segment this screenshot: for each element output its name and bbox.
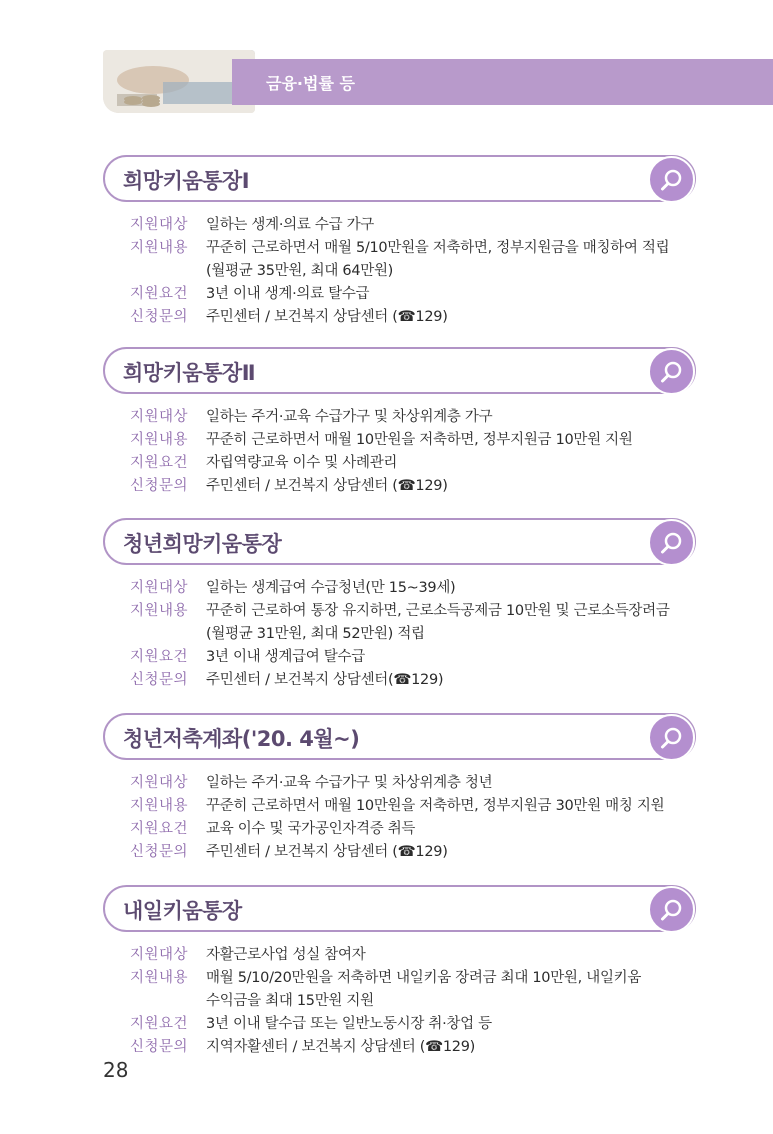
section-title: 희망키움통장Ⅰ [123,169,250,193]
search-button[interactable] [648,156,695,203]
category-header-band [232,59,773,105]
section-title: 희망키움통장Ⅱ [123,361,256,385]
info-row-target: 지원대상 자활근로사업 성실 참여자 [130,947,366,963]
info-row-requirement: 지원요건 3년 이내 탈수급 또는 일반노동시장 취·창업 등 [130,1016,492,1032]
category-label: 금융·법률 등 [266,74,355,93]
info-row-content: 지원내용 꾸준히 근로하면서 매월 10만원을 저축하면, 정부지원금 10만원 지원 [130,432,633,448]
info-row-requirement: 지원요건 자립역량교육 이수 및 사례관리 [130,455,398,471]
search-icon [660,531,684,555]
info-row-content: 지원내용 꾸준히 근로하면서 매월 10만원을 저축하면, 정부지원금 30만원 매칭 지원 [130,798,665,814]
info-row-requirement: 지원요건 3년 이내 생계급여 탈수급 [130,649,365,665]
info-row-content: 지원내용 꾸준히 근로하면서 매월 5/10만원을 저축하면, 정부지원금을 매칭하여 적립 (월평균 35만원, 최대 64만원) [130,240,670,279]
search-button[interactable] [648,886,695,933]
section-title-bar [103,885,696,932]
section-title-bar [103,347,696,394]
search-icon [660,168,684,192]
info-row-inquiry: 신청문의 주민센터 / 보건복지 상담센터 (☎129) [130,844,448,860]
section-hope-savings-2 [103,347,696,498]
info-row-target: 지원대상 일하는 주거·교육 수급가구 및 차상위계층 청년 [130,775,493,791]
search-icon [660,360,684,384]
search-icon [660,726,684,750]
info-row-inquiry: 신청문의 지역자활센터 / 보건복지 상담센터 (☎129) [130,1039,475,1055]
search-icon [660,898,684,922]
section-hope-savings-1 [103,155,696,329]
info-row-content: 지원내용 매월 5/10/20만원을 저축하면 내일키움 장려금 최대 10만원, 내일키움 수익금을 최대 15만원 지원 [130,970,642,1009]
section-tomorrow-savings [103,885,696,1059]
info-row-inquiry: 신청문의 주민센터 / 보건복지 상담센터 (☎129) [130,478,448,494]
section-title: 내일키움통장 [123,899,242,923]
section-youth-savings-account [103,713,696,864]
section-youth-hope-savings [103,518,696,692]
info-row-target: 지원대상 일하는 주거·교육 수급가구 및 차상위계층 가구 [130,409,493,425]
info-row-target: 지원대상 일하는 생계·의료 수급 가구 [130,217,375,233]
info-row-target: 지원대상 일하는 생계급여 수급청년(만 15~39세) [130,580,456,596]
info-row-content: 지원내용 꾸준히 근로하여 통장 유지하면, 근로소득공제금 10만원 및 근로소득장려금 (월평균 31만원, 최대 52만원) 적립 [130,603,670,642]
info-row-requirement: 지원요건 3년 이내 생계·의료 탈수급 [130,286,370,302]
info-row-inquiry: 신청문의 주민센터 / 보건복지 상담센터 (☎129) [130,309,448,325]
info-row-inquiry: 신청문의 주민센터 / 보건복지 상담센터(☎129) [130,672,444,688]
page-number: 28 [103,1058,129,1082]
section-title: 청년저축계좌('20. 4월~) [123,727,360,751]
section-title: 청년희망키움통장 [123,532,282,556]
search-button[interactable] [648,519,695,566]
section-title-bar [103,713,696,760]
search-button[interactable] [648,714,695,761]
section-title-bar [103,518,696,565]
info-row-requirement: 지원요건 교육 이수 및 국가공인자격증 취득 [130,821,416,837]
search-button[interactable] [648,348,695,395]
section-title-bar [103,155,696,202]
